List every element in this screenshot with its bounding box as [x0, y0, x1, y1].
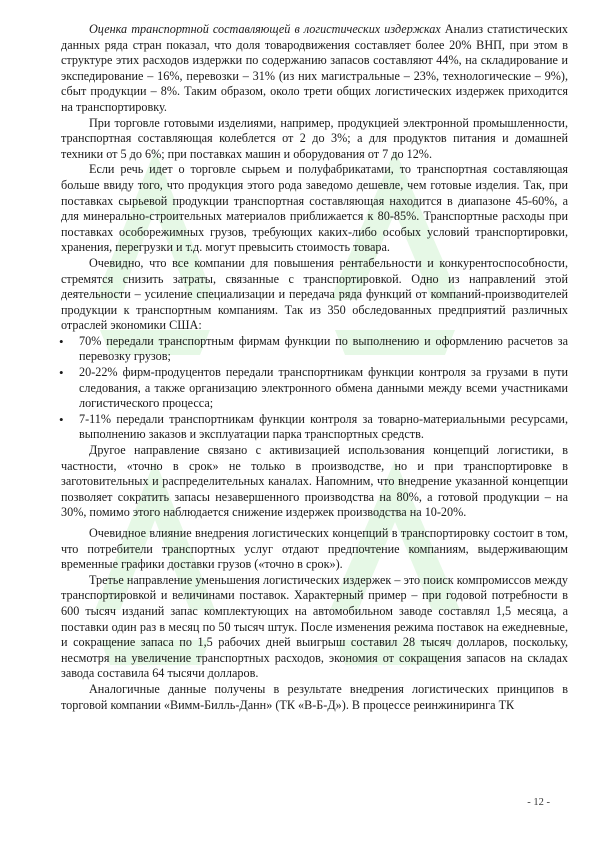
paragraph-6: Очевидное влияние внедрения логистических концепций в транспортировку состоит в том, что потребители транспортных услуг отдают предпочтение компаниям, выдерживающим временные графики доставки грузов («точно в срок»).: [61, 526, 568, 572]
paragraph-8: Аналогичные данные получены в результате внедрения логистических принципов в торговой компании «Вимм-Билль-Данн» (ТК «В-Б-Д»). В процессе реинжиниринга ТК: [61, 681, 568, 712]
document-body: [61, 22, 568, 713]
paragraph-2: При торговле готовыми изделиями, например, продукцией электронной промышленности, транспортная составляющая колеблется от 2 до 3%; а для продуктов питания и домашней техники от 5 до 6%; при поставках машин и оборудования от 7 до 12%.: [61, 115, 568, 161]
list-item: • 20-22% фирм-продуцентов передали транспортникам функции контроля за грузами в пути следования, а также организацию электронного обмена данными между всеми участниками логистического процесса;: [61, 365, 568, 412]
page-number: - 12 -: [527, 797, 550, 808]
paragraph-3: Если речь идет о торговле сырьем и полуфабрикатами, то транспортная составляющая больше ввиду того, что продукция этого рода заведомо дешевле, чем готовые изделия. Так, при поставках сырьевой продукции транспортная составляющая находится в диапазоне 45-60%, а для минерально-строительных материалов приближается к 80-85%. Транспортные расходы при поставках особорежимных грузов, требующих каких-либо особых условий транспортировки, хранения, перегрузки и т.д. могут превысить стоимость товара.: [61, 162, 568, 255]
list-item: • 7-11% передали транспортникам функции контроля за товарно-материальными ресурсами, выполнению заказов и эксплуатации парка транспортных средств.: [61, 412, 568, 443]
paragraph-4: Очевидно, что все компании для повышения рентабельности и конкурентоспособности, стремятся снизить затраты, связанные с транспортировкой. Одно из направлений этой деятельности – усиление специализации и передача ряда функций от компаний-производителей продукции к транспортным компаниям. Так из 350 обследованных предприятий различных отраслей экономики США:: [61, 255, 568, 333]
list-item: • 70% передали транспортным фирмам функции по выполнению и оформлению расчетов за перевозку грузов;: [61, 334, 568, 365]
paragraph-7: Третье направление уменьшения логистических издержек – это поиск компромиссов между транспортировкой и величинами поставок. Характерный пример – при годовой потребности в 600 тысяч изданий запас комплектующих на автомобильном заводе составлял 1,5 месяца, а поставки один раз в месяц по 50 тысяч штук. После изменения режима поставок на ежедневные, и сокращение запаса по 1,5 рабочих дней выигрыш составил 28 тысяч долларов, поскольку, несмотря на увеличение транспортных расходов, экономия от сокращения запасов на складах завода составила 64 тысячи долларов.: [61, 572, 568, 681]
bullet-list: [61, 334, 568, 443]
paragraph-5: Другое направление связано с активизацией использования концепций логистики, в частности, «точно в срок» не только в производстве, но и при транспортировке в заготовительных и распределительных каналах. Напомним, что внедрение указанной концепции позволяет сократить запасы незавершенного производства на 80%, а готовой продукции – на 30%, помимо этого наблюдается снижение издержек производства на 10-20%.: [61, 443, 568, 520]
paragraph-1-text: Анализ статистических данных ряда стран показал, что доля товародвижения составляет более 20% ВНП, при этом в структуре этих расходов издержки по содержанию запасов составляют 44%, на складирование и экспедирование – 16%, перевозки – 31% (из них магистральные – 23%, технологические – 9%), сбыт продукции – 8%. Таким образом, около трети общих логистических издержек приходится на транспортировку.: [61, 22, 568, 114]
paragraph-1: [61, 22, 568, 116]
section-heading: Оценка транспортной составляющей в логистических издержках: [89, 22, 441, 36]
